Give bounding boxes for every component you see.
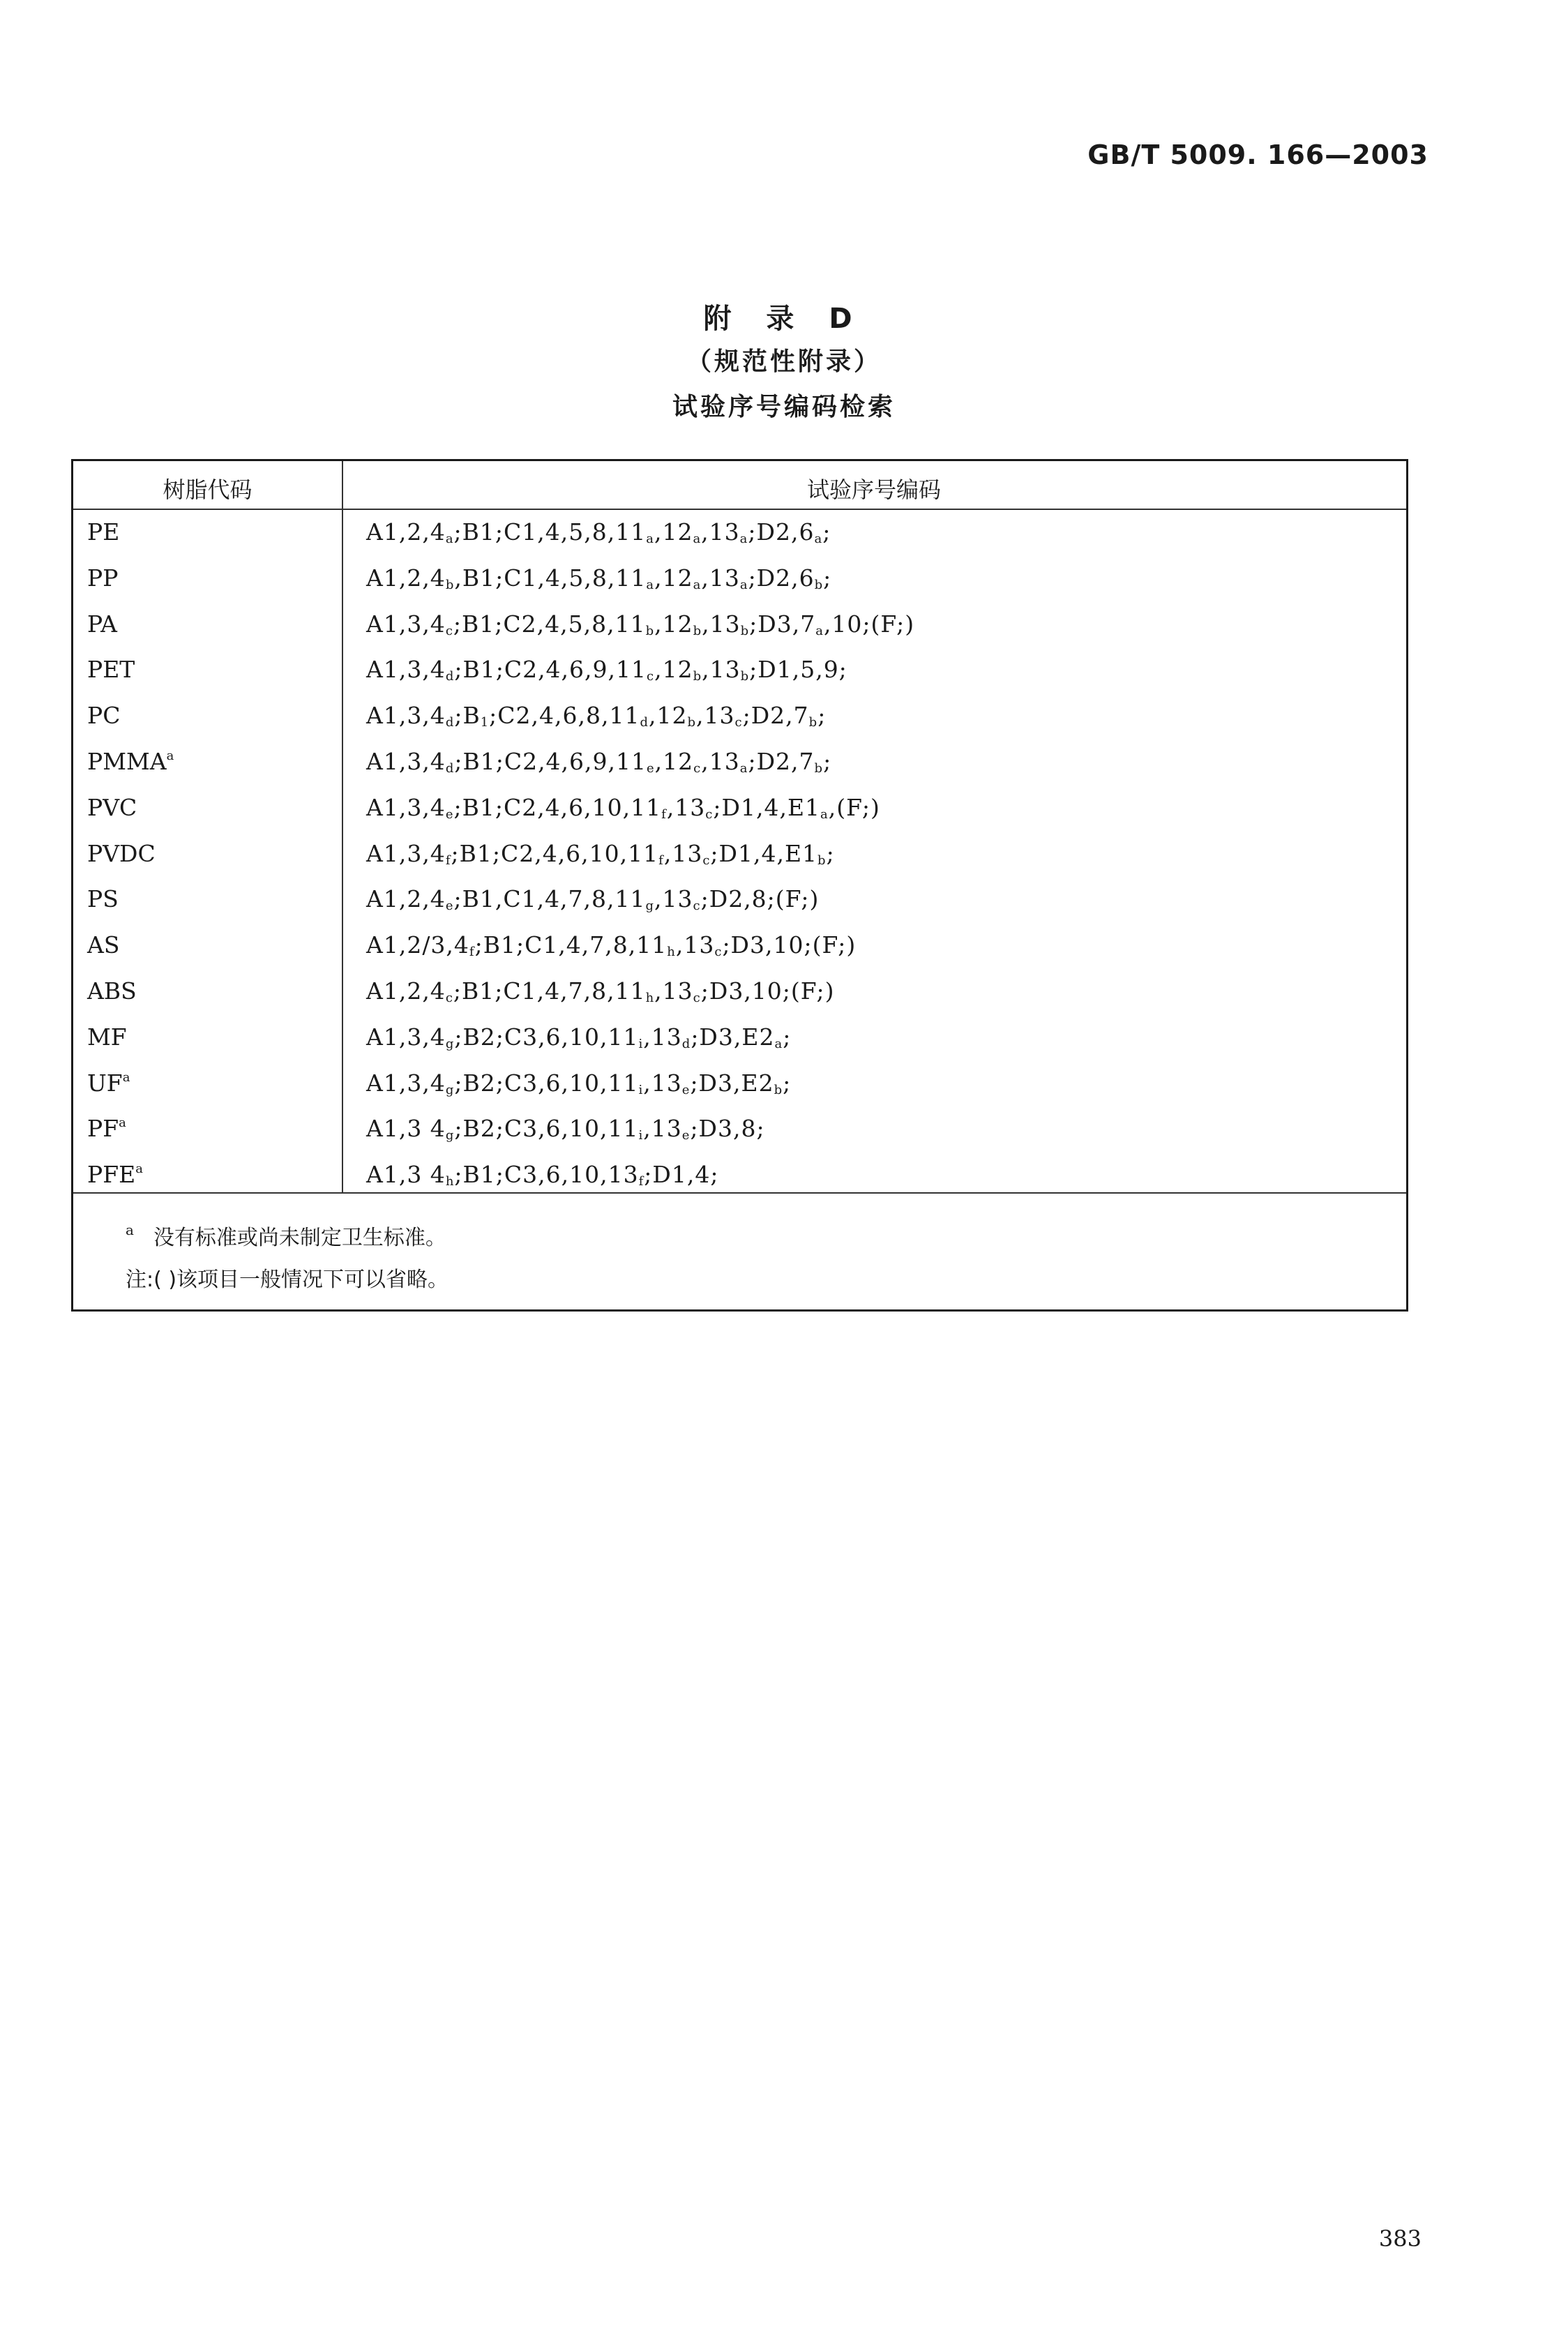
header-test-sequence: 试验序号编码 [806,476,941,503]
footnote-divider [73,1192,1406,1194]
resin-code: MF [87,1023,127,1051]
table-row [73,1106,1406,1152]
resin-code: $UF^a$ [87,1069,130,1097]
resin-code: PMMA$^a$ [87,747,174,775]
appendix-name: 试验序号编码检索 [672,393,896,421]
test-sequence-code: $A1,2,4_e;B1,C1,4,7,8,11_g,13_c;D2,8;(F;)$ [366,885,820,914]
table-row [73,1015,1406,1061]
resin-code: PP [87,564,119,592]
resin-code: PC [87,702,121,730]
table-row [73,877,1406,923]
table-note: 注:( )该项目一般情况下可以省略。 [126,1268,449,1292]
standard-code: GB/T 5009. 166—2003 [1087,140,1428,170]
test-sequence-code: $A1,3,4_e;B1;C2,4,6,10,11_f,13_c;D1,4,E1_a,(F;)$ [366,793,880,822]
test-sequence-code: A1,3 $4_h;B1;C3,6,10,13_f;D1,4$; [366,1161,719,1189]
resin-code: PS [87,885,119,913]
table-row [73,923,1406,969]
resin-code: PFE$^a$ [87,1161,143,1189]
footnote-text: 没有标准或尚未制定卫生标准。 [153,1226,446,1250]
resin-code: PA [87,610,118,638]
resin-code: $PF^a$ [87,1115,126,1143]
table-row [73,510,1406,556]
table-row [73,602,1406,648]
table-row [73,969,1406,1015]
appendix-type: （规范性附录） [686,347,882,376]
test-sequence-code: $A1,3,4_d;B1;C2,4,6,9,11_c,12_b,13_b;D1,5,9$; [366,656,847,684]
test-sequence-code: $A1,2,4_b,B1;C1,4,5,8,11_a,12_a,13_a;D2,6_b$; [366,564,832,592]
footnote [126,1220,446,1251]
table-row [73,556,1406,602]
test-sequence-code: $A1,2,4_c;B1;C1,4,7,8,11_h,13_c;D3,10;(F;)$ [366,977,835,1005]
header-resin-code: 树脂代码 [163,476,252,503]
table-row [73,647,1406,693]
test-sequence-code: A1,3 $4_g;B2;C3,6,10,11_i,13_e;D3,8$; [366,1115,765,1143]
resin-code: ABS [87,977,137,1005]
test-sequence-code: $A1,2,4_a;B1;C1,4,5,8,11_a,12_a,13_a;D2,6_a$; [366,518,831,546]
resin-code: AS [87,931,120,959]
footnote-ref: a [119,1115,126,1131]
test-sequence-code: $A1,3,4_g;B2;C3,6,10,11_i,13_e;D3,E2_b$; [366,1069,792,1097]
test-sequence-code: $A1,3,4_c;B1;C2,4,5,8,11_b,12_b,13_b;D3,7_a,10;(F;)$ [366,610,915,638]
code-index-table [71,459,1408,1312]
footnote-ref: a [166,748,174,763]
footnote-mark: a [126,1222,134,1238]
test-sequence-code: $A1,3,4_g;B2;C3,6,10,11_i,13_d;D3,E2_a$; [366,1023,792,1051]
test-sequence-code: $A1,2/3,4_f;B1;C1,4,7,8,11_h,13_c;D3,10;(F;)$ [366,931,857,960]
table-row [73,693,1406,739]
table-header [73,461,1406,510]
table-row [73,786,1406,832]
footnote-ref: a [135,1162,143,1177]
test-sequence-code: $A1,3,4_f;B1;C2,4,6,10,11_f,13_c;D1,4,E1_b$; [366,839,835,868]
table-row [73,1061,1406,1107]
test-sequence-code: $A1,3,4_d;B_1;C2,4,6,8,11_d,12_b,13_c;D2,7_b$; [366,702,827,730]
resin-code: PVC [87,793,137,821]
table-body [73,510,1406,1199]
resin-code: PVDC [87,839,156,867]
table-row [73,832,1406,878]
resin-code: PE [87,518,120,546]
appendix-title: 附 录 D [703,303,865,335]
resin-code: PET [87,656,135,684]
table-row [73,739,1406,786]
footnote-ref: a [122,1069,130,1085]
test-sequence-code: $A1,3,4_d;B1;C2,4,6,9,11_e,12_c,13_a;D2,7_b$; [366,747,832,776]
page-number: 383 [1378,2225,1422,2252]
